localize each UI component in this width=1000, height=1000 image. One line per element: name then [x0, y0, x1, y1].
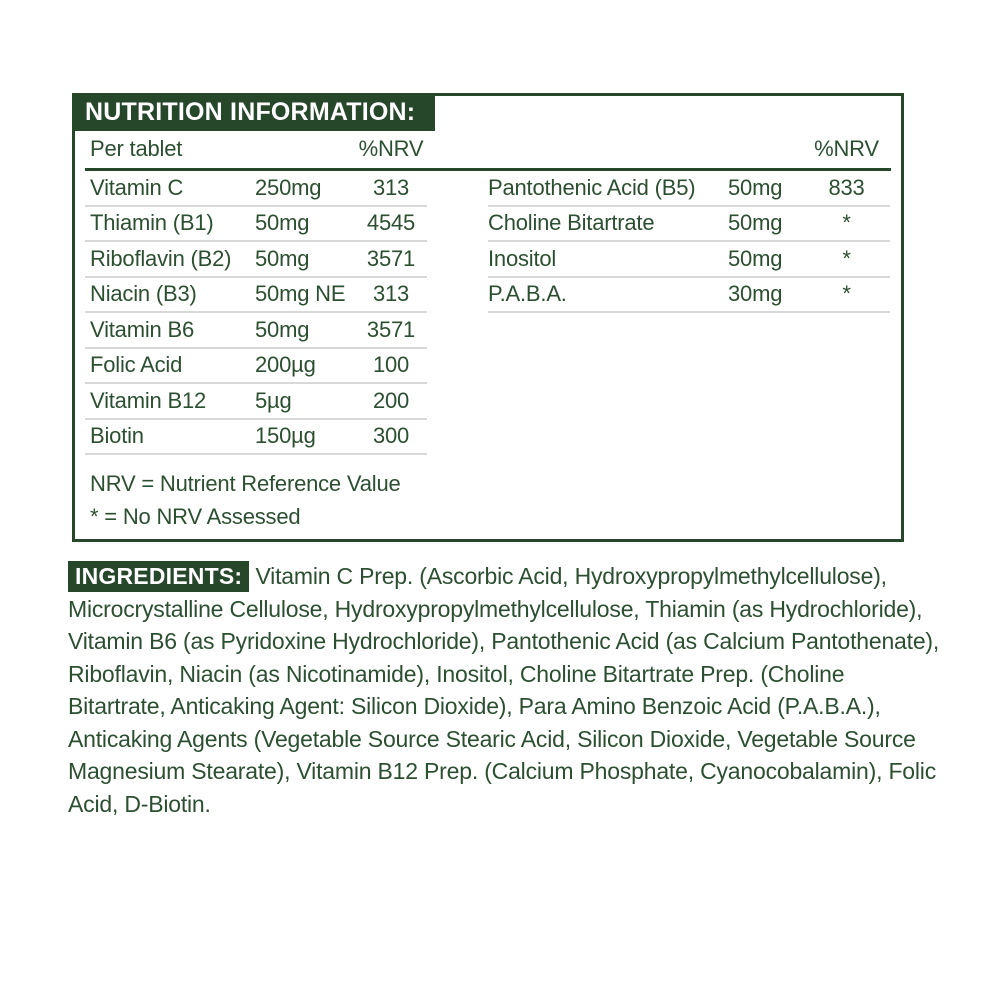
table-row: [85, 349, 427, 385]
table-row: [85, 171, 427, 207]
table-row: [85, 242, 427, 278]
nutrient-amount: 50mg: [728, 174, 783, 200]
nutrient-nrv: 313: [372, 281, 410, 307]
nutrient-name: Folic Acid: [90, 352, 183, 378]
table-row: [488, 242, 890, 278]
footnotes: [85, 467, 891, 533]
nutrient-nrv: 313: [372, 174, 410, 200]
nutrient-amount: 50mg: [255, 245, 310, 271]
nutrient-nrv: *: [842, 281, 851, 307]
table-body: [85, 171, 891, 455]
per-tablet-header: Per tablet: [90, 136, 183, 161]
table-row: [488, 278, 890, 314]
table-row: [488, 207, 890, 243]
asterisk-definition-note: * = No NRV Assessed: [90, 504, 301, 529]
nutrient-name: Riboflavin (B2): [90, 245, 232, 271]
nutrient-name: Pantothenic Acid (B5): [488, 174, 696, 200]
nutrient-nrv: 3571: [366, 245, 416, 271]
nutrient-nrv: *: [842, 210, 851, 236]
nutrient-amount: 50mg: [255, 316, 310, 342]
nutrition-information-panel: [72, 93, 904, 542]
nutrient-name: Vitamin B6: [90, 316, 194, 342]
nutrient-amount: 50mg: [728, 245, 783, 271]
table-row: [488, 171, 890, 207]
nutrient-nrv: 833: [828, 174, 865, 200]
nutrient-nrv: 3571: [366, 316, 416, 342]
nutrient-name: Vitamin B12: [90, 387, 207, 413]
nutrient-name: Choline Bitartrate: [488, 210, 655, 236]
ingredients-text: Vitamin C Prep. (Ascorbic Acid, Hydroxypropylmethylcellulose), Microcrystalline Cellulose, Hydroxypropylmethylcellulose, Thiamin (as Hydrochloride), Vitamin B6 (as Pyridoxine Hydrochloride), Pantothenic Acid (as Calcium Pantothenate), Riboflavin, Niacin (as Nicotinamide), Inositol, Choline Bitartrate Prep. (Choline Bitartrate, Anticaking Agent: Silicon Dioxide), Para Amino Benzoic Acid (P.A.B.A.), Anticaking Agents (Vegetable Source Stearic Acid, Silicon Dioxide, Vegetable Source Magnesium Stearate), Vitamin B12 Prep. (Calcium Phosphate, Cyanocobalamin), Folic Acid, D-Biotin.: [68, 563, 940, 817]
nutrient-name: Biotin: [90, 423, 144, 449]
nutrient-amount: 150µg: [255, 423, 316, 449]
table-header-row: [85, 136, 891, 171]
nutrient-nrv: 300: [372, 423, 410, 449]
table-row: [85, 420, 427, 456]
nutrient-amount: 50mg NE: [255, 281, 346, 307]
nutrient-nrv: 200: [372, 387, 410, 413]
table-row: [85, 313, 427, 349]
nutrient-name: Vitamin C: [90, 174, 184, 200]
nrv-header-left: %NRV: [358, 136, 424, 161]
table-row: [85, 207, 427, 243]
nutrient-amount: 200µg: [255, 352, 316, 378]
nutrient-amount: 5µg: [255, 387, 292, 413]
nutrient-amount: 50mg: [728, 210, 783, 236]
nutrient-amount: 250mg: [255, 174, 322, 200]
nutrition-information-title: NUTRITION INFORMATION:: [72, 93, 435, 131]
nrv-header-right: %NRV: [814, 136, 879, 161]
ingredients-section: [68, 560, 946, 820]
nutrient-nrv: *: [842, 245, 851, 271]
table-row: [85, 384, 427, 420]
nutrient-nrv: 100: [372, 352, 410, 378]
nrv-definition-note: NRV = Nutrient Reference Value: [90, 471, 401, 496]
nutrient-name: P.A.B.A.: [488, 281, 567, 307]
nutrient-nrv: 4545: [366, 210, 416, 236]
table-row: [85, 278, 427, 314]
nutrient-name: Niacin (B3): [90, 281, 197, 307]
nutrient-column-right: [488, 171, 890, 313]
nutrient-amount: 50mg: [255, 210, 310, 236]
nutrient-name: Inositol: [488, 245, 557, 271]
nutrient-column-left: [85, 171, 427, 455]
nutrient-name: Thiamin (B1): [90, 210, 214, 236]
nutrient-amount: 30mg: [728, 281, 783, 307]
ingredients-label: INGREDIENTS:: [68, 561, 249, 592]
nutrition-table: [85, 136, 891, 533]
